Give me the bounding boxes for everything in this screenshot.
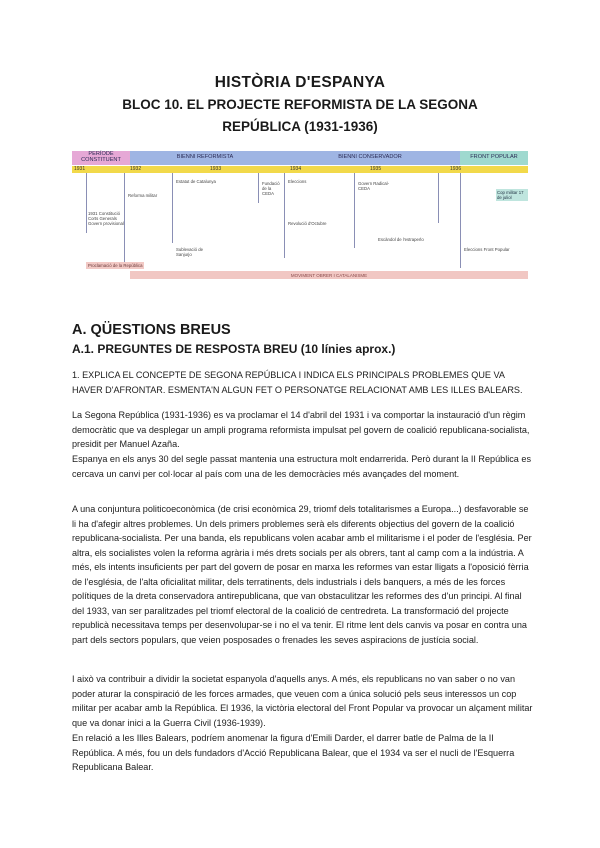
timeline-marker	[438, 173, 439, 223]
document-subtitle-line1: BLOC 10. EL PROJECTE REFORMISTA DE LA SEGONA	[122, 97, 478, 112]
timeline-marker	[460, 173, 461, 268]
timeline-graphic	[72, 151, 528, 283]
timeline-marker	[124, 173, 125, 263]
timeline-note: Eleccions Front Popular	[464, 247, 510, 252]
document-title: HISTÒRIA D'ESPANYA	[214, 74, 386, 91]
timeline-band-constituent: PERÍODE CONSTITUENT	[72, 151, 130, 165]
timeline-note: Sublevació de Sanjurjo	[176, 247, 203, 258]
timeline-note: Estatut de Catalunya	[176, 179, 216, 184]
timeline-year: 1936	[450, 166, 462, 172]
section-subheading: A.1. PREGUNTES DE RESPOSTA BREU (10 línies aprox.)	[72, 342, 396, 356]
timeline-band-popular-front: FRONT POPULAR	[460, 151, 528, 165]
timeline-note: Fundació de la CEDA	[262, 181, 280, 197]
timeline-year: 1935	[370, 166, 382, 172]
timeline-marker	[172, 173, 173, 243]
timeline-marker	[284, 173, 285, 258]
timeline-band-reformist: BIENNI REFORMISTA	[130, 151, 280, 165]
timeline-marker	[86, 173, 87, 233]
timeline-marker	[354, 173, 355, 248]
answer-paragraph: La Segona República (1931-1936) es va proclamar el 14 d'abril del 1931 i va comportar la instauració d'un règim democràtic que va desplegar un ampli programa reformista impulsat pel govern de coalició republicana-socialista, presidit per Manuel Azaña.	[72, 410, 530, 449]
timeline-republic-tag: Proclamació de la República	[88, 263, 143, 268]
timeline-year: 1934	[290, 166, 302, 172]
timeline-year: 1932	[130, 166, 142, 172]
timeline-coup-note: Cop militar 17 de juliol	[496, 189, 528, 201]
question-text: 1. EXPLICA EL CONCEPTE DE SEGONA REPÚBLICA I INDICA ELS PRINCIPALS PROBLEMES QUE VA HAVER D'AFRONTAR. ESMENTA'N ALGUN FET O PERSONATGE RELACIONAT AMB LES ILLES BALEARS.	[72, 370, 523, 395]
timeline-note: Govern Radical-CEDA	[358, 181, 390, 192]
timeline-note: Escàndol de l'estraperlo	[378, 237, 424, 242]
timeline-year: 1933	[210, 166, 222, 172]
answer-paragraph: En relació a les Illes Balears, podríem anomenar la figura d'Emili Darder, el darrer batle de Palma de la II República. A més, fou un dels fundadors d'Acció Republicana Balear, que el 1934 va ser el nucli de l'Esquerra Republicana Balear.	[72, 733, 515, 772]
timeline-note: Revolució d'Octubre	[288, 221, 327, 226]
answer-paragraph: Espanya en els anys 30 del segle passat mantenia una estructura molt endarrerida. Però durant la II República es cercava un canvi per col·locar al país com una de les democràcies més avançades del moment.	[72, 454, 531, 479]
answer-paragraph: I això va contribuir a dividir la societat espanyola d'aquells anys. A més, els republicans no van saber o no van poder aturar la conspiració de les forces armades, que veuen com a única solució pels seus interessos un cop militar per acabar amb la República. El 1936, la victòria electoral del Front Popular va provocar un alçament militar que va donar inici a la Guerra Civil (1936-1939).	[72, 674, 533, 728]
timeline-year: 1931	[74, 166, 86, 172]
timeline-note: Eleccions	[288, 179, 307, 184]
timeline-note: Reforma militar	[128, 193, 158, 198]
timeline-band-conservative: BIENNI CONSERVADOR	[280, 151, 460, 165]
timeline-marker	[258, 173, 259, 203]
document-subtitle-line2: REPÚBLICA (1931-1936)	[222, 119, 378, 134]
section-heading: A. QÜESTIONS BREUS	[72, 322, 231, 338]
answer-paragraph: A una conjuntura politicoeconòmica (de crisi econòmica 29, triomf dels totalitarismes a Europa...) desfavorable se li ha d'afegir altres problemes. Un dels primers problemes serà els diferents objectius del govern de la coalició republicana-socialista. Per una banda, els republicans volen acabar amb el militarisme i el poder de l'església. Per altra, els socialistes volen la reforma agrària i més drets socials per als obrers, tant al camp com a la indústria. A més, els intents insuficients per part del govern de posar en marxa les reformes van estar lligats a l'oposició fèrria de l'església, de l'alta oficialitat militar, dels terratinents, dels industrials i dels banquers, a més de les forces polítiques de la dreta conservadora antirepublicana, que van obstaculitzar les reformes des d'un principi. Al final del 1933, van ser paralitzades pel triomf electoral de la coalició de centredreta. La transformació del projecte republicà necessitava temps per desenvolupar-se i no el va tenir. El ritme lent dels canvis va posar en contra una part dels sectors populars, que veien posposades o frenades les seves aspiracions de justícia social.	[72, 504, 532, 645]
timeline-note: 1931 Constitució Corts Generals Govern provisional	[88, 211, 124, 227]
timeline-bottom-bar: MOVIMENT OBRER I CATALANISME	[130, 271, 528, 279]
